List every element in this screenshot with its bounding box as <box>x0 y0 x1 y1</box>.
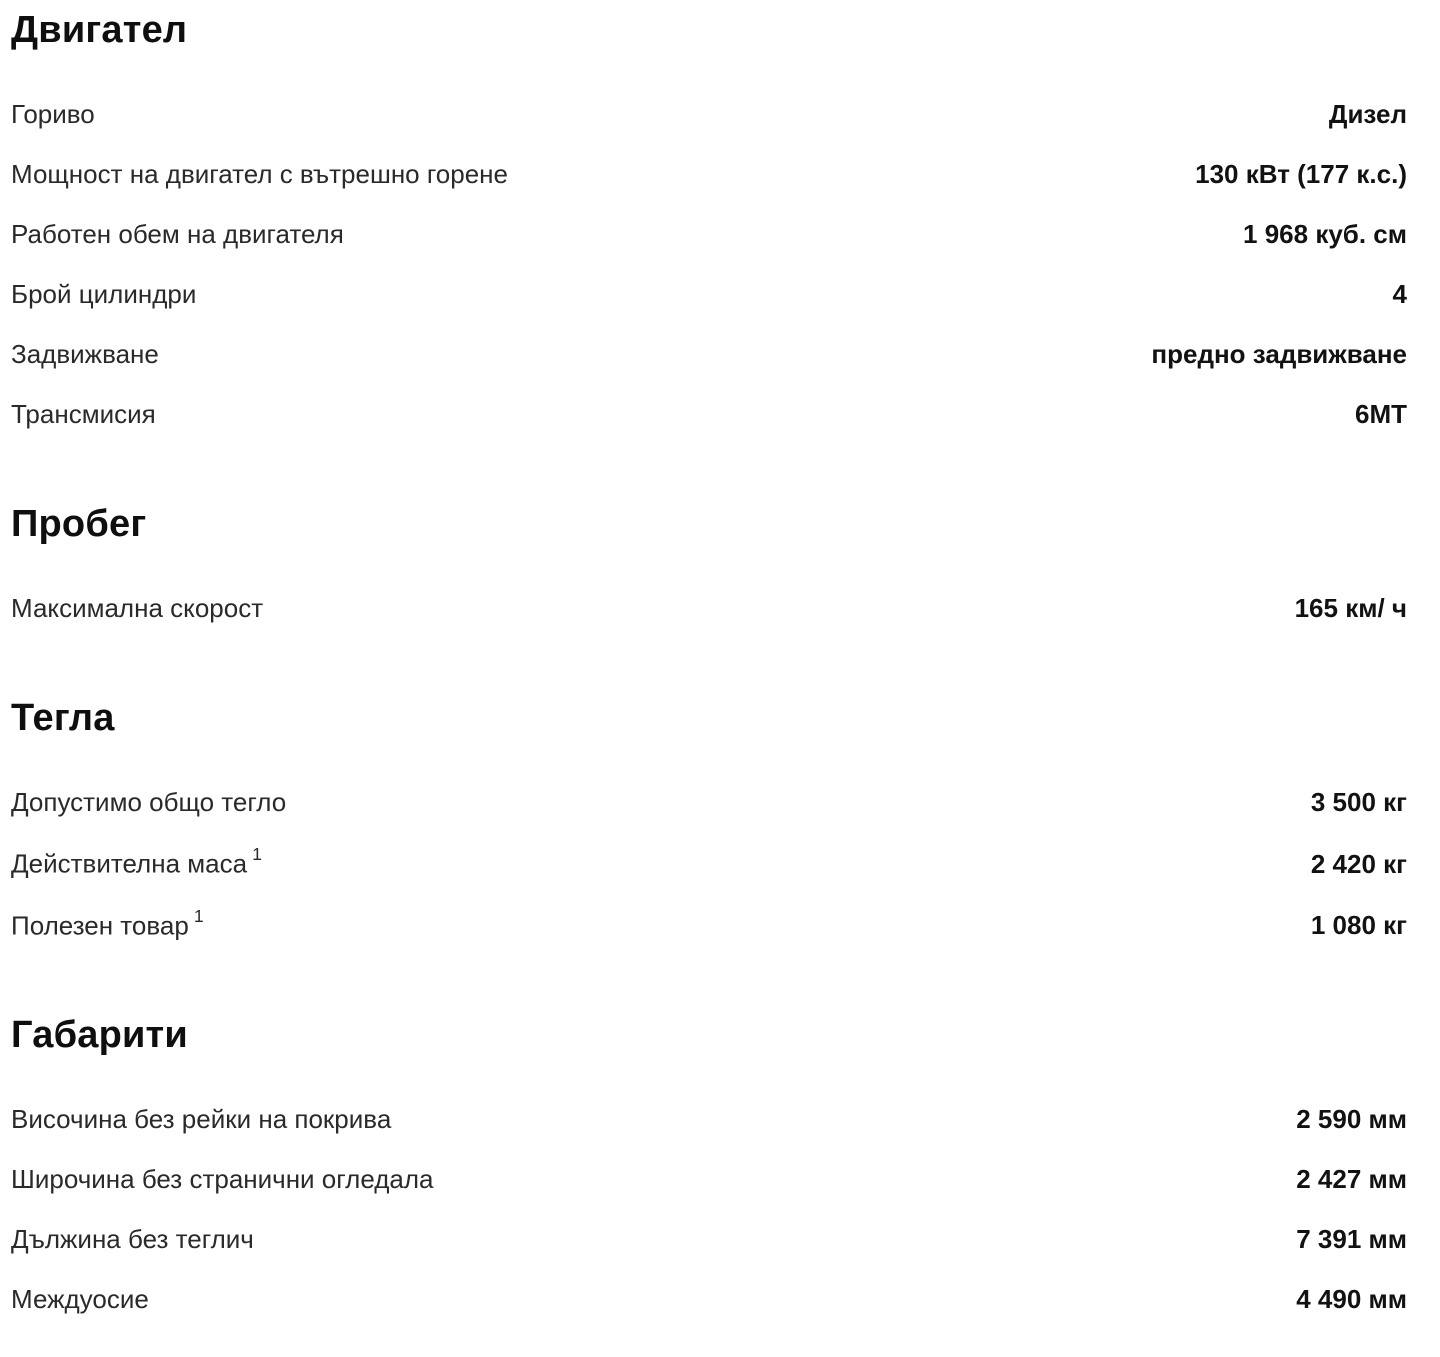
spec-row <box>11 204 1407 264</box>
spec-value: 4 <box>1392 279 1407 309</box>
spec-label-text: Мощност на двигател с вътрешно горене <box>11 159 508 189</box>
spec-row <box>11 324 1407 384</box>
spec-value: 2 427 мм <box>1296 1164 1407 1195</box>
spec-label-text: Действителна маса <box>11 848 248 879</box>
spec-label <box>11 906 204 941</box>
section-rows <box>11 84 1407 444</box>
spec-label-text: Дължина без теглич <box>11 1224 254 1255</box>
spec-row <box>11 832 1407 894</box>
spec-label <box>11 101 95 127</box>
spec-label-text: Допустимо общо тегло <box>11 787 287 817</box>
spec-value: Дизел <box>1328 99 1407 129</box>
spec-value: 4 490 мм <box>1296 1284 1407 1315</box>
spec-section <box>11 8 1407 444</box>
spec-label <box>11 1164 434 1195</box>
spec-label-text: Работен обем на двигателя <box>11 219 344 249</box>
spec-value: 1 080 кг <box>1310 910 1407 941</box>
spec-label <box>11 281 196 307</box>
spec-value: 7 391 мм <box>1296 1224 1407 1255</box>
spec-label <box>11 844 262 879</box>
spec-row <box>11 1209 1407 1269</box>
spec-section <box>11 502 1407 638</box>
spec-label <box>11 789 286 815</box>
footnote-marker: 1 <box>193 906 204 927</box>
spec-label-text: Височина без рейки на покрива <box>11 1104 392 1135</box>
spec-label <box>11 1284 149 1315</box>
spec-value: 3 500 кг <box>1310 787 1407 817</box>
spec-row <box>11 384 1407 444</box>
spec-row <box>11 894 1407 956</box>
spec-label-text: Трансмисия <box>11 399 156 429</box>
spec-row <box>11 84 1407 144</box>
spec-label <box>11 221 344 247</box>
spec-row <box>11 1149 1407 1209</box>
section-rows <box>11 772 1407 955</box>
spec-row <box>11 144 1407 204</box>
spec-label-text: Задвижване <box>11 339 159 369</box>
spec-label-text: Гориво <box>11 99 95 129</box>
spec-label <box>11 595 263 621</box>
spec-value: 1 968 куб. см <box>1243 219 1407 249</box>
spec-label-text: Широчина без странични огледала <box>11 1164 434 1195</box>
section-title: Пробег <box>11 503 147 545</box>
spec-value: 2 420 кг <box>1310 848 1407 879</box>
spec-label-text: Междуосие <box>11 1284 149 1315</box>
spec-label-text: Максимална скорост <box>11 593 264 623</box>
spec-value: 130 кВт (177 к.с.) <box>1195 159 1407 189</box>
spec-label <box>11 341 159 367</box>
section-title: Двигател <box>11 9 188 51</box>
spec-value: 165 км/ ч <box>1294 593 1407 623</box>
spec-row <box>11 578 1407 638</box>
spec-label-text: Полезен товар <box>11 910 189 941</box>
footnote-marker: 1 <box>252 844 262 865</box>
spec-section <box>11 1013 1407 1329</box>
spec-section <box>11 696 1407 955</box>
spec-row <box>11 264 1407 324</box>
spec-value: 6MT <box>1355 399 1407 429</box>
spec-value: 2 590 мм <box>1296 1104 1407 1135</box>
section-rows <box>11 1089 1407 1329</box>
spec-row <box>11 1089 1407 1149</box>
spec-label-text: Брой цилиндри <box>11 279 197 309</box>
spec-label <box>11 1224 254 1255</box>
section-title: Тегла <box>11 697 115 739</box>
section-title: Габарити <box>11 1014 188 1057</box>
spec-value: предно задвижване <box>1151 339 1407 369</box>
spec-row <box>11 1269 1407 1329</box>
spec-label <box>11 1104 392 1135</box>
section-rows <box>11 578 1407 638</box>
spec-label <box>11 161 508 187</box>
spec-label <box>11 401 156 427</box>
spec-row <box>11 772 1407 832</box>
